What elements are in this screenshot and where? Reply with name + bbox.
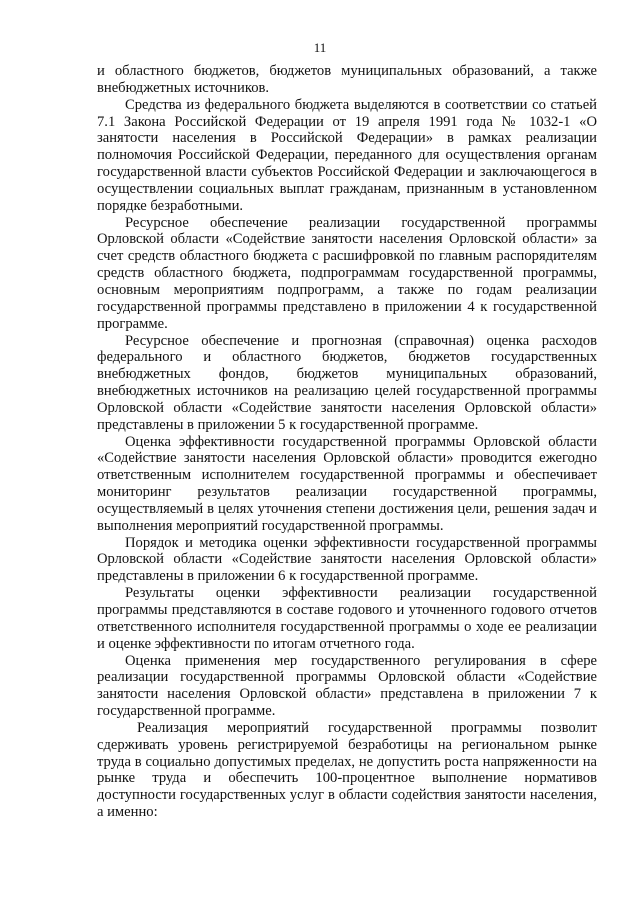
paragraph-continuation: и областного бюджетов, бюджетов муниципальных образований, а также внебюджетных источников. xyxy=(97,63,597,96)
paragraph-regulation-measures: Оценка применения мер государственного регулирования в сфере реализации государственной программы Орловской области «Содействие занятости населения Орловской области» представлена в приложении 7 к государственной программе. xyxy=(97,652,597,720)
paragraph-methodology: Порядок и методика оценки эффективности государственной программы Орловской области «Содействие занятости населения Орловской области» представлены в приложении 6 к государственной программе. xyxy=(97,534,597,585)
document-body xyxy=(97,63,597,821)
paragraph-efficiency-assessment: Оценка эффективности государственной программы Орловской области «Содействие занятости населения Орловской области» проводится ежегодно ответственным исполнителем государственной программы и обеспечивает мониторинг результатов реализации государственной программы, осуществляемый в целях уточнения степени достижения цели, решения задач и выполнения мероприятий государственной программы. xyxy=(97,433,597,534)
paragraph-results: Результаты оценки эффективности реализации государственной программы представляются в составе годового и уточненного годового отчетов ответственного исполнителя государственной программы о ходе ее реализации и оценке эффективности по итогам отчетного года. xyxy=(97,585,597,652)
paragraph-resource-provision: Ресурсное обеспечение реализации государственной программы Орловской области «Содействие занятости населения Орловской области» за счет средств областного бюджета с расшифровкой по главным распорядителям средств областного бюджета, подпрограммам государственной программы, основным мероприятиям подпрограмм, а также по годам реализации государственной программы представлено в приложении 4 к государственной программе. xyxy=(97,214,597,332)
paragraph-federal-budget: Средства из федерального бюджета выделяются в соответствии со статьей 7.1 Закона Российской Федерации от 19 апреля 1991 года № 1032-1 «О занятости населения в Российской Федерации» в рамках реализации полномочия Российской Федерации, переданного для осуществления органам государственной власти субъектов Российской Федерации и заключающегося в осуществлении социальных выплат гражданам, признанным в установленном порядке безработными. xyxy=(97,96,597,214)
paragraph-resource-forecast: Ресурсное обеспечение и прогнозная (справочная) оценка расходов федерального и областного бюджетов, бюджетов государственных внебюджетных фондов, бюджетов муниципальных образований, внебюджетных источников на реализацию целей государственной программы Орловской области «Содействие занятости населения Орловской области» представлены в приложении 5 к государственной программе. xyxy=(97,332,597,433)
paragraph-implementation: Реализация мероприятий государственной программы позволит сдерживать уровень регистрируемой безработицы на региональном рынке труда в социально допустимых пределах, не допустить роста напряженности на рынке труда и обеспечить 100-процентное выполнение нормативов доступности государственных услуг в области содействия занятости населения, а именно: xyxy=(97,719,597,821)
page-number: 11 xyxy=(313,40,327,55)
